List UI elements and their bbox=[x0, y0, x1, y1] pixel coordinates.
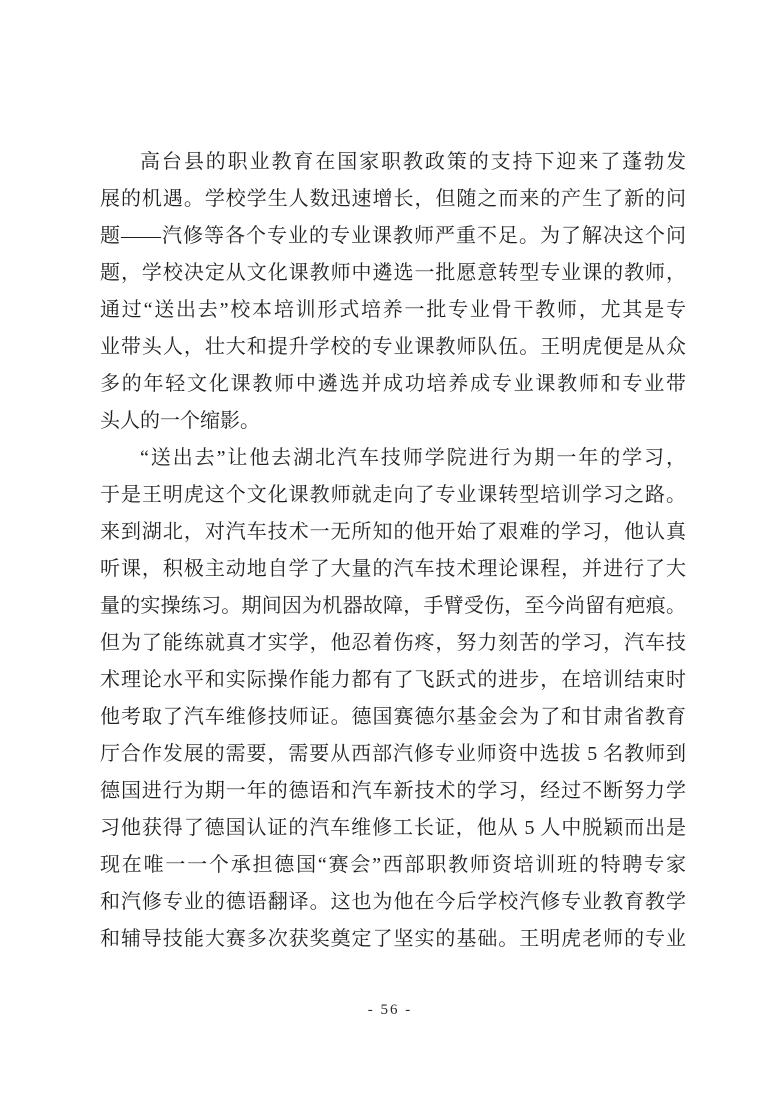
text-line: 于是王明虎这个文化课教师就走向了专业课转型培训学习之路。 bbox=[100, 484, 686, 506]
text-line: 现在唯一一个承担德国“赛会”西部职教师资培训班的特聘专家 bbox=[100, 854, 686, 876]
text-line: 展的机遇。学校学生人数迅速增长，但随之而来的产生了新的问 bbox=[100, 188, 686, 210]
text-line: 业带头人，壮大和提升学校的专业课教师队伍。王明虎便是从众 bbox=[100, 336, 686, 358]
text-line: 高台县的职业教育在国家职教政策的支持下迎来了蓬勃发 bbox=[140, 151, 686, 173]
text-line: 题，学校决定从文化课教师中遴选一批愿意转型专业课的教师， bbox=[100, 262, 686, 284]
text-line: 厅合作发展的需要，需要从西部汽修专业师资中选拔 5 名教师到 bbox=[100, 743, 686, 765]
body-text bbox=[100, 144, 686, 958]
text-line: 量的实操练习。期间因为机器故障，手臂受伤，至今尚留有疤痕。 bbox=[100, 595, 686, 617]
text-line: 头人的一个缩影。 bbox=[100, 410, 260, 432]
text-line: 术理论水平和实际操作能力都有了飞跃式的进步，在培训结束时 bbox=[100, 669, 686, 691]
text-line: 他考取了汽车维修技师证。德国赛德尔基金会为了和甘肃省教育 bbox=[100, 706, 686, 728]
text-line: 题——汽修等各个专业的专业课教师严重不足。为了解决这个问 bbox=[100, 225, 686, 247]
text-line: 习他获得了德国认证的汽车维修工长证，他从 5 人中脱颖而出是 bbox=[100, 817, 686, 839]
text-line: 通过“送出去”校本培训形式培养一批专业骨干教师，尤其是专 bbox=[100, 299, 686, 321]
text-line: 德国进行为期一年的德语和汽车新技术的学习，经过不断努力学 bbox=[100, 780, 686, 802]
text-line: “送出去”让他去湖北汽车技师学院进行为期一年的学习， bbox=[140, 447, 686, 469]
paragraph bbox=[100, 144, 686, 440]
text-line: 和辅导技能大赛多次获奖奠定了坚实的基础。王明虎老师的专业 bbox=[100, 928, 686, 950]
paragraph bbox=[100, 440, 686, 958]
text-line: 听课，积极主动地自学了大量的汽车技术理论课程，并进行了大 bbox=[100, 558, 686, 580]
text-line: 和汽修专业的德语翻译。这也为他在今后学校汽修专业教育教学 bbox=[100, 891, 686, 913]
text-line: 多的年轻文化课教师中遴选并成功培养成专业课教师和专业带 bbox=[100, 373, 686, 395]
page-number: - 56 - bbox=[367, 1002, 413, 1018]
text-line: 但为了能练就真才实学，他忍着伤疼，努力刻苦的学习，汽车技 bbox=[100, 632, 686, 654]
text-line: 来到湖北，对汽车技术一无所知的他开始了艰难的学习，他认真 bbox=[100, 521, 686, 543]
